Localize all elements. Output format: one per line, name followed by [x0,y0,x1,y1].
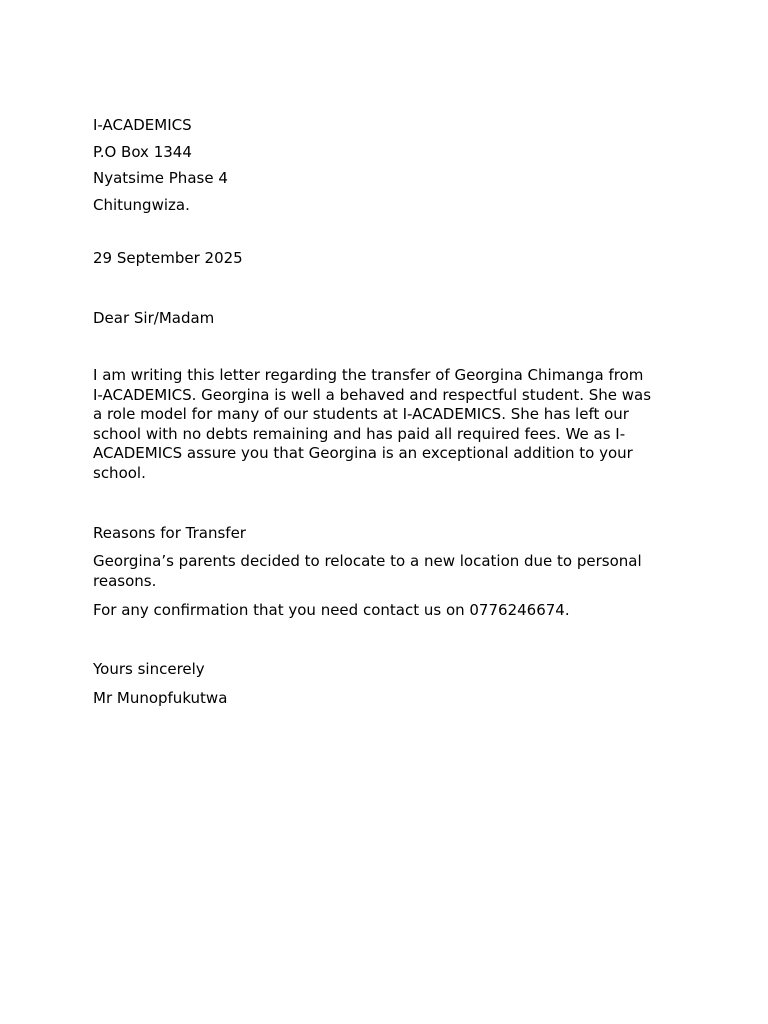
letter-date: 29 September 2025 [93,249,243,267]
body-line: I am writing this letter regarding the transfer of Georgina Chimanga from [93,366,644,384]
signatory: Mr Munopfukutwa [93,689,228,707]
body-paragraph [93,366,678,484]
sender-po-box: P.O Box 1344 [93,143,192,161]
sender-city: Chitungwiza. [93,196,190,214]
closing: Yours sincerely [93,660,205,678]
body-line: I-ACADEMICS. Georgina is well a behaved and respectful student. She was [93,385,652,404]
salutation: Dear Sir/Madam [93,309,215,327]
sender-street: Nyatsime Phase 4 [93,169,228,187]
body-line: a role model for many of our students at I-ACADEMICS. She has left our [93,405,629,424]
reasons-line: Georgina’s parents decided to relocate to a new location due to personal [93,552,642,570]
body-line: school with no debts remaining and has paid all required fees. We as I- [93,424,626,443]
reasons-heading: Reasons for Transfer [93,524,246,542]
sender-name: I-ACADEMICS [93,116,192,134]
body-line: school. [93,463,146,482]
reasons-paragraph [93,552,678,591]
body-line: ACADEMICS assure you that Georgina is an exceptional addition to your [93,444,633,463]
contact-line: For any confirmation that you need contact us on 0776246674. [93,601,570,619]
reasons-line: reasons. [93,571,157,590]
